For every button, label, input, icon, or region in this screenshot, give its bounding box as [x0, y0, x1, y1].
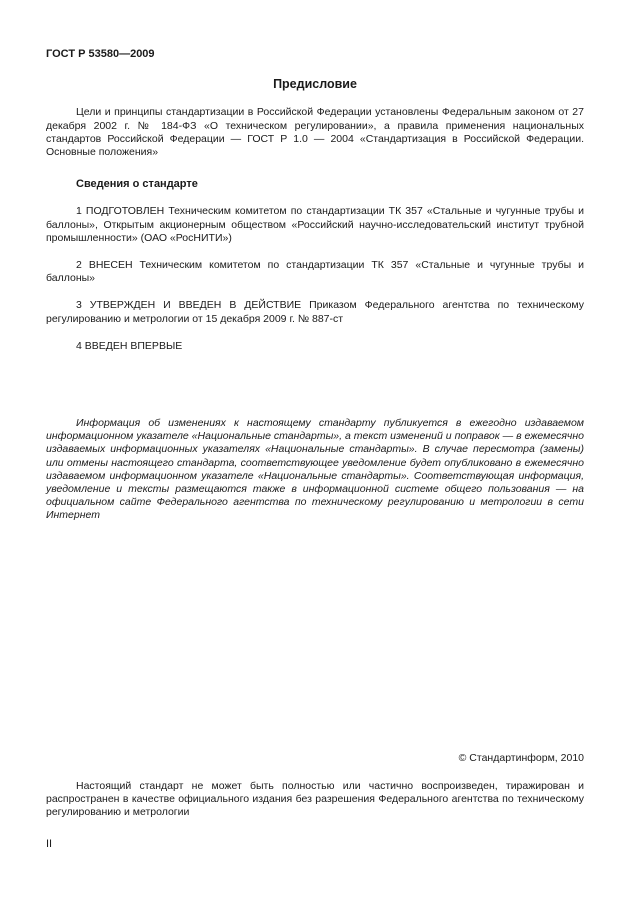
standard-designation: ГОСТ Р 53580—2009	[46, 48, 155, 60]
reproduction-restriction-paragraph: Настоящий стандарт не может быть полностью или частично воспроизведен, тиражирован и распространен в качестве официального издания без разрешения Федерального агентства по техническому регулированию и метрологии	[46, 780, 584, 819]
page-number: II	[46, 838, 53, 850]
copyright-notice: © Стандартинформ, 2010	[458, 752, 584, 764]
standard-item-4: 4 ВВЕДЕН ВПЕРВЫЕ	[76, 339, 183, 352]
standard-item-1: 1 ПОДГОТОВЛЕН Техническим комитетом по стандартизации ТК 357 «Стальные и чугунные трубы и баллоны», Открытым акционерным обществом «Российский научно-исследовательский институт трубной промышленности» (ОАО «РосНИТИ»)	[46, 205, 584, 244]
standard-item-3: 3 УТВЕРЖДЕН И ВВЕДЕН В ДЕЙСТВИЕ Приказом Федерального агентства по техническому регулированию и метрологии от 15 декабря 2009 г. № 887-ст	[46, 299, 584, 325]
section-heading: Сведения о стандарте	[76, 178, 198, 191]
standard-item-2: 2 ВНЕСЕН Техническим комитетом по стандартизации ТК 357 «Стальные и чугунные трубы и баллоны»	[46, 259, 584, 285]
changes-notice-paragraph: Информация об изменениях к настоящему стандарту публикуется в ежегодно издаваемом информационном указателе «Национальные стандарты», а текст изменений и поправок — в ежемесячно издаваемых информационных указателях «Национальные стандарты». В случае пересмотра (замены) или отмены настоящего стандарта, соответствующее уведомление будет опубликовано в ежемесячно издаваемом информационном указателе «Национальные стандарты». Соответствующая информация, уведомление и тексты размещаются также в информационной системе общего пользования — на официальном сайте Федерального агентства по техническому регулированию и метрологии в сети Интернет	[46, 417, 584, 522]
page-title: Предисловие	[273, 77, 357, 92]
intro-paragraph: Цели и принципы стандартизации в Российской Федерации установлены Федеральным законом от 27 декабря 2002 г. № 184-ФЗ «О техническом регулировании», а правила применения национальных стандартов Российской Федерации — ГОСТ Р 1.0 — 2004 «Стандартизация в Российской Федерации. Основные положения»	[46, 106, 584, 159]
